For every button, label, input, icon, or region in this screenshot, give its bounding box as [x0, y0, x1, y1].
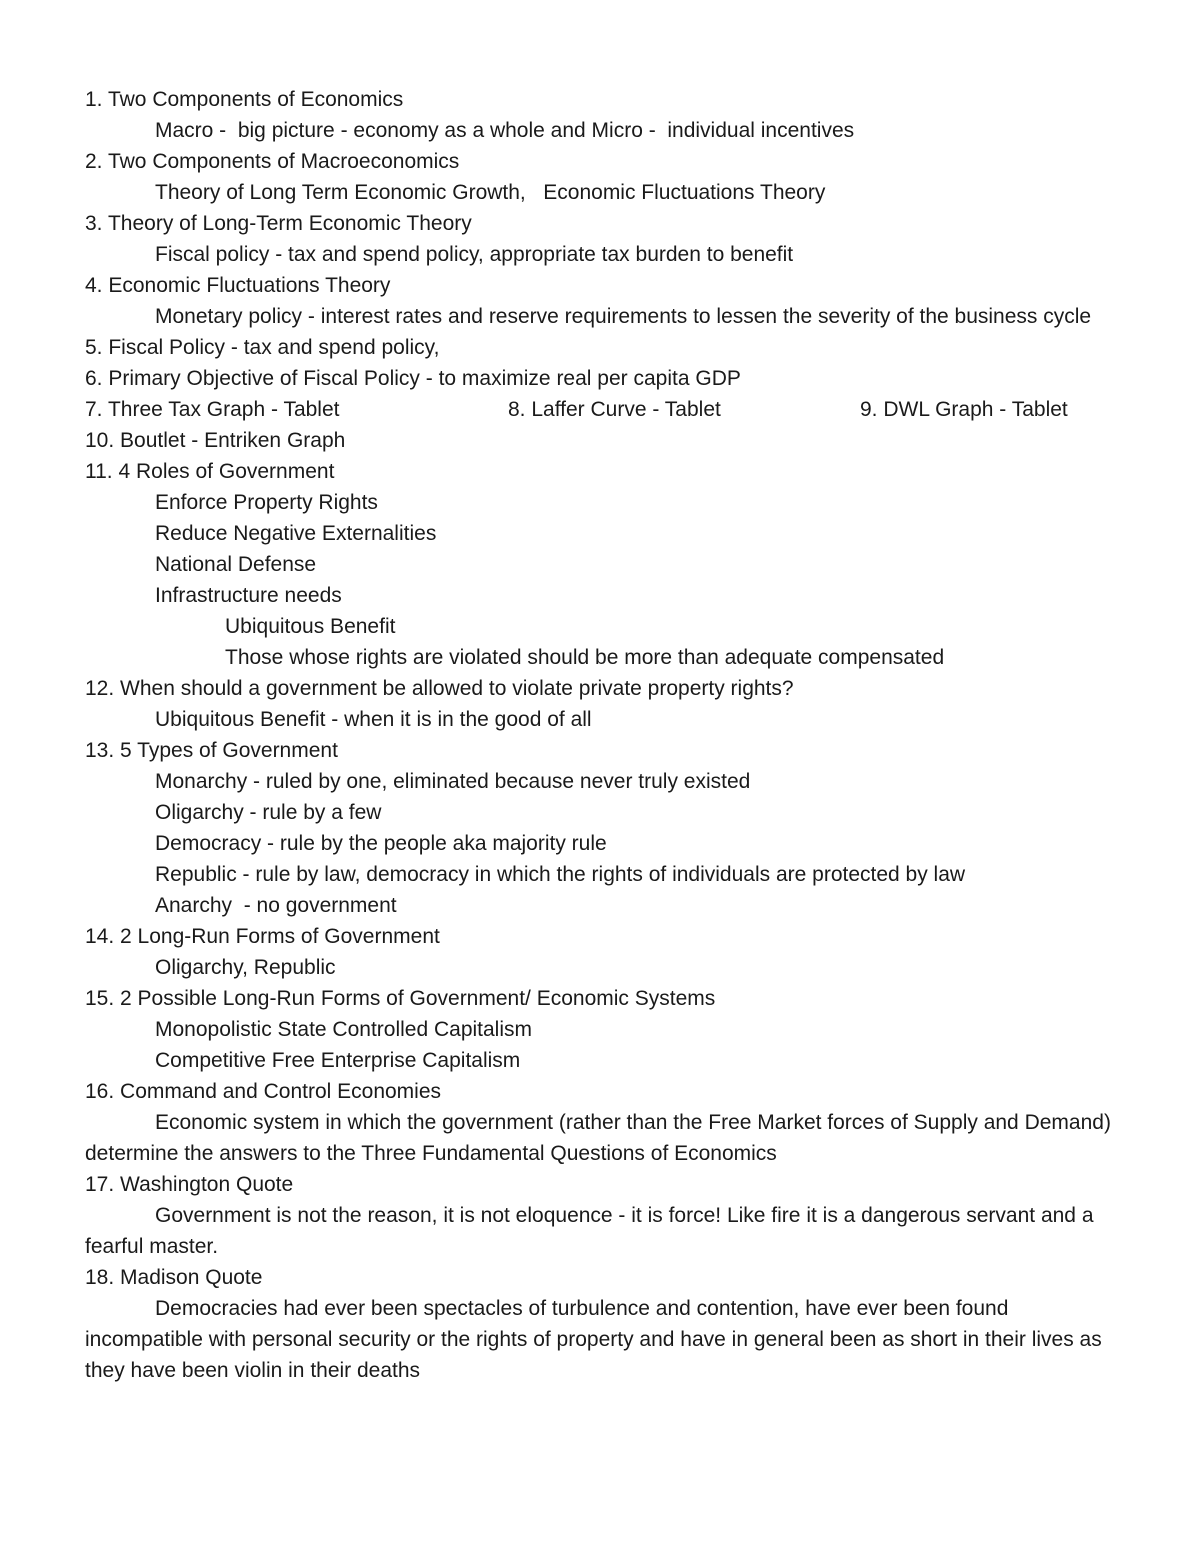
item-heading: 12. When should a government be allowed to violate private property rights?: [85, 677, 794, 700]
item-detail: Oligarchy - rule by a few: [155, 801, 382, 824]
item-detail: Reduce Negative Externalities: [155, 522, 437, 545]
item-heading: 9. DWL Graph - Tablet: [860, 398, 1068, 421]
item-paragraph: Democracies had ever been spectacles of turbulence and contention, have ever been found incompatible with personal security or the rights of property and have in general been as short in their lives as they have been violin in their deaths: [85, 1297, 1102, 1382]
item-heading: 3. Theory of Long-Term Economic Theory: [85, 212, 472, 235]
item-detail: Theory of Long Term Economic Growth, Economic Fluctuations Theory: [155, 181, 826, 204]
item-detail: Macro - big picture - economy as a whole and Micro - individual incentives: [155, 119, 855, 142]
item-heading: 13. 5 Types of Government: [85, 739, 338, 762]
item-detail: Infrastructure needs: [155, 584, 342, 607]
item-detail: Republic - rule by law, democracy in which the rights of individuals are protected by law: [155, 863, 966, 886]
item-heading: 15. 2 Possible Long-Run Forms of Government/ Economic Systems: [85, 987, 716, 1010]
item-heading: 11. 4 Roles of Government: [85, 460, 335, 483]
three-column-row: [85, 394, 1120, 425]
document-page: [85, 84, 1120, 1386]
item-subdetail: Those whose rights are violated should be more than adequate compensated: [225, 646, 945, 669]
item-heading: 18. Madison Quote: [85, 1266, 263, 1289]
item-heading: 14. 2 Long-Run Forms of Government: [85, 925, 440, 948]
item-detail: Monarchy - ruled by one, eliminated because never truly existed: [155, 770, 751, 793]
item-detail: National Defense: [155, 553, 317, 576]
item-heading: 17. Washington Quote: [85, 1173, 294, 1196]
item-paragraph: Government is not the reason, it is not eloquence - it is force! Like fire it is a dangerous servant and a fearful master.: [85, 1204, 1094, 1258]
item-heading: 10. Boutlet - Entriken Graph: [85, 429, 346, 452]
item-paragraph: Economic system in which the government (rather than the Free Market forces of Supply and Demand) determine the answers to the Three Fundamental Questions of Economics: [85, 1111, 1111, 1165]
item-detail: Monopolistic State Controlled Capitalism: [155, 1018, 533, 1041]
item-heading: 7. Three Tax Graph - Tablet: [85, 398, 340, 421]
item-heading: 5. Fiscal Policy - tax and spend policy,: [85, 336, 440, 359]
item-detail: Enforce Property Rights: [155, 491, 378, 514]
item-detail: Anarchy - no government: [155, 894, 397, 917]
item-paragraph: Monetary policy - interest rates and reserve requirements to lessen the severity of the business cycle: [155, 305, 1092, 328]
item-heading: 1. Two Components of Economics: [85, 88, 404, 111]
item-heading: 2. Two Components of Macroeconomics: [85, 150, 460, 173]
item-detail: Ubiquitous Benefit - when it is in the good of all: [155, 708, 592, 731]
item-detail: Competitive Free Enterprise Capitalism: [155, 1049, 521, 1072]
item-heading: 6. Primary Objective of Fiscal Policy - to maximize real per capita GDP: [85, 367, 741, 390]
item-heading: 8. Laffer Curve - Tablet: [508, 398, 721, 421]
item-detail: Fiscal policy - tax and spend policy, appropriate tax burden to benefit: [155, 243, 794, 266]
item-heading: 4. Economic Fluctuations Theory: [85, 274, 391, 297]
item-heading: 16. Command and Control Economies: [85, 1080, 442, 1103]
item-subdetail: Ubiquitous Benefit: [225, 615, 396, 638]
item-detail: Oligarchy, Republic: [155, 956, 336, 979]
item-detail: Democracy - rule by the people aka majority rule: [155, 832, 607, 855]
